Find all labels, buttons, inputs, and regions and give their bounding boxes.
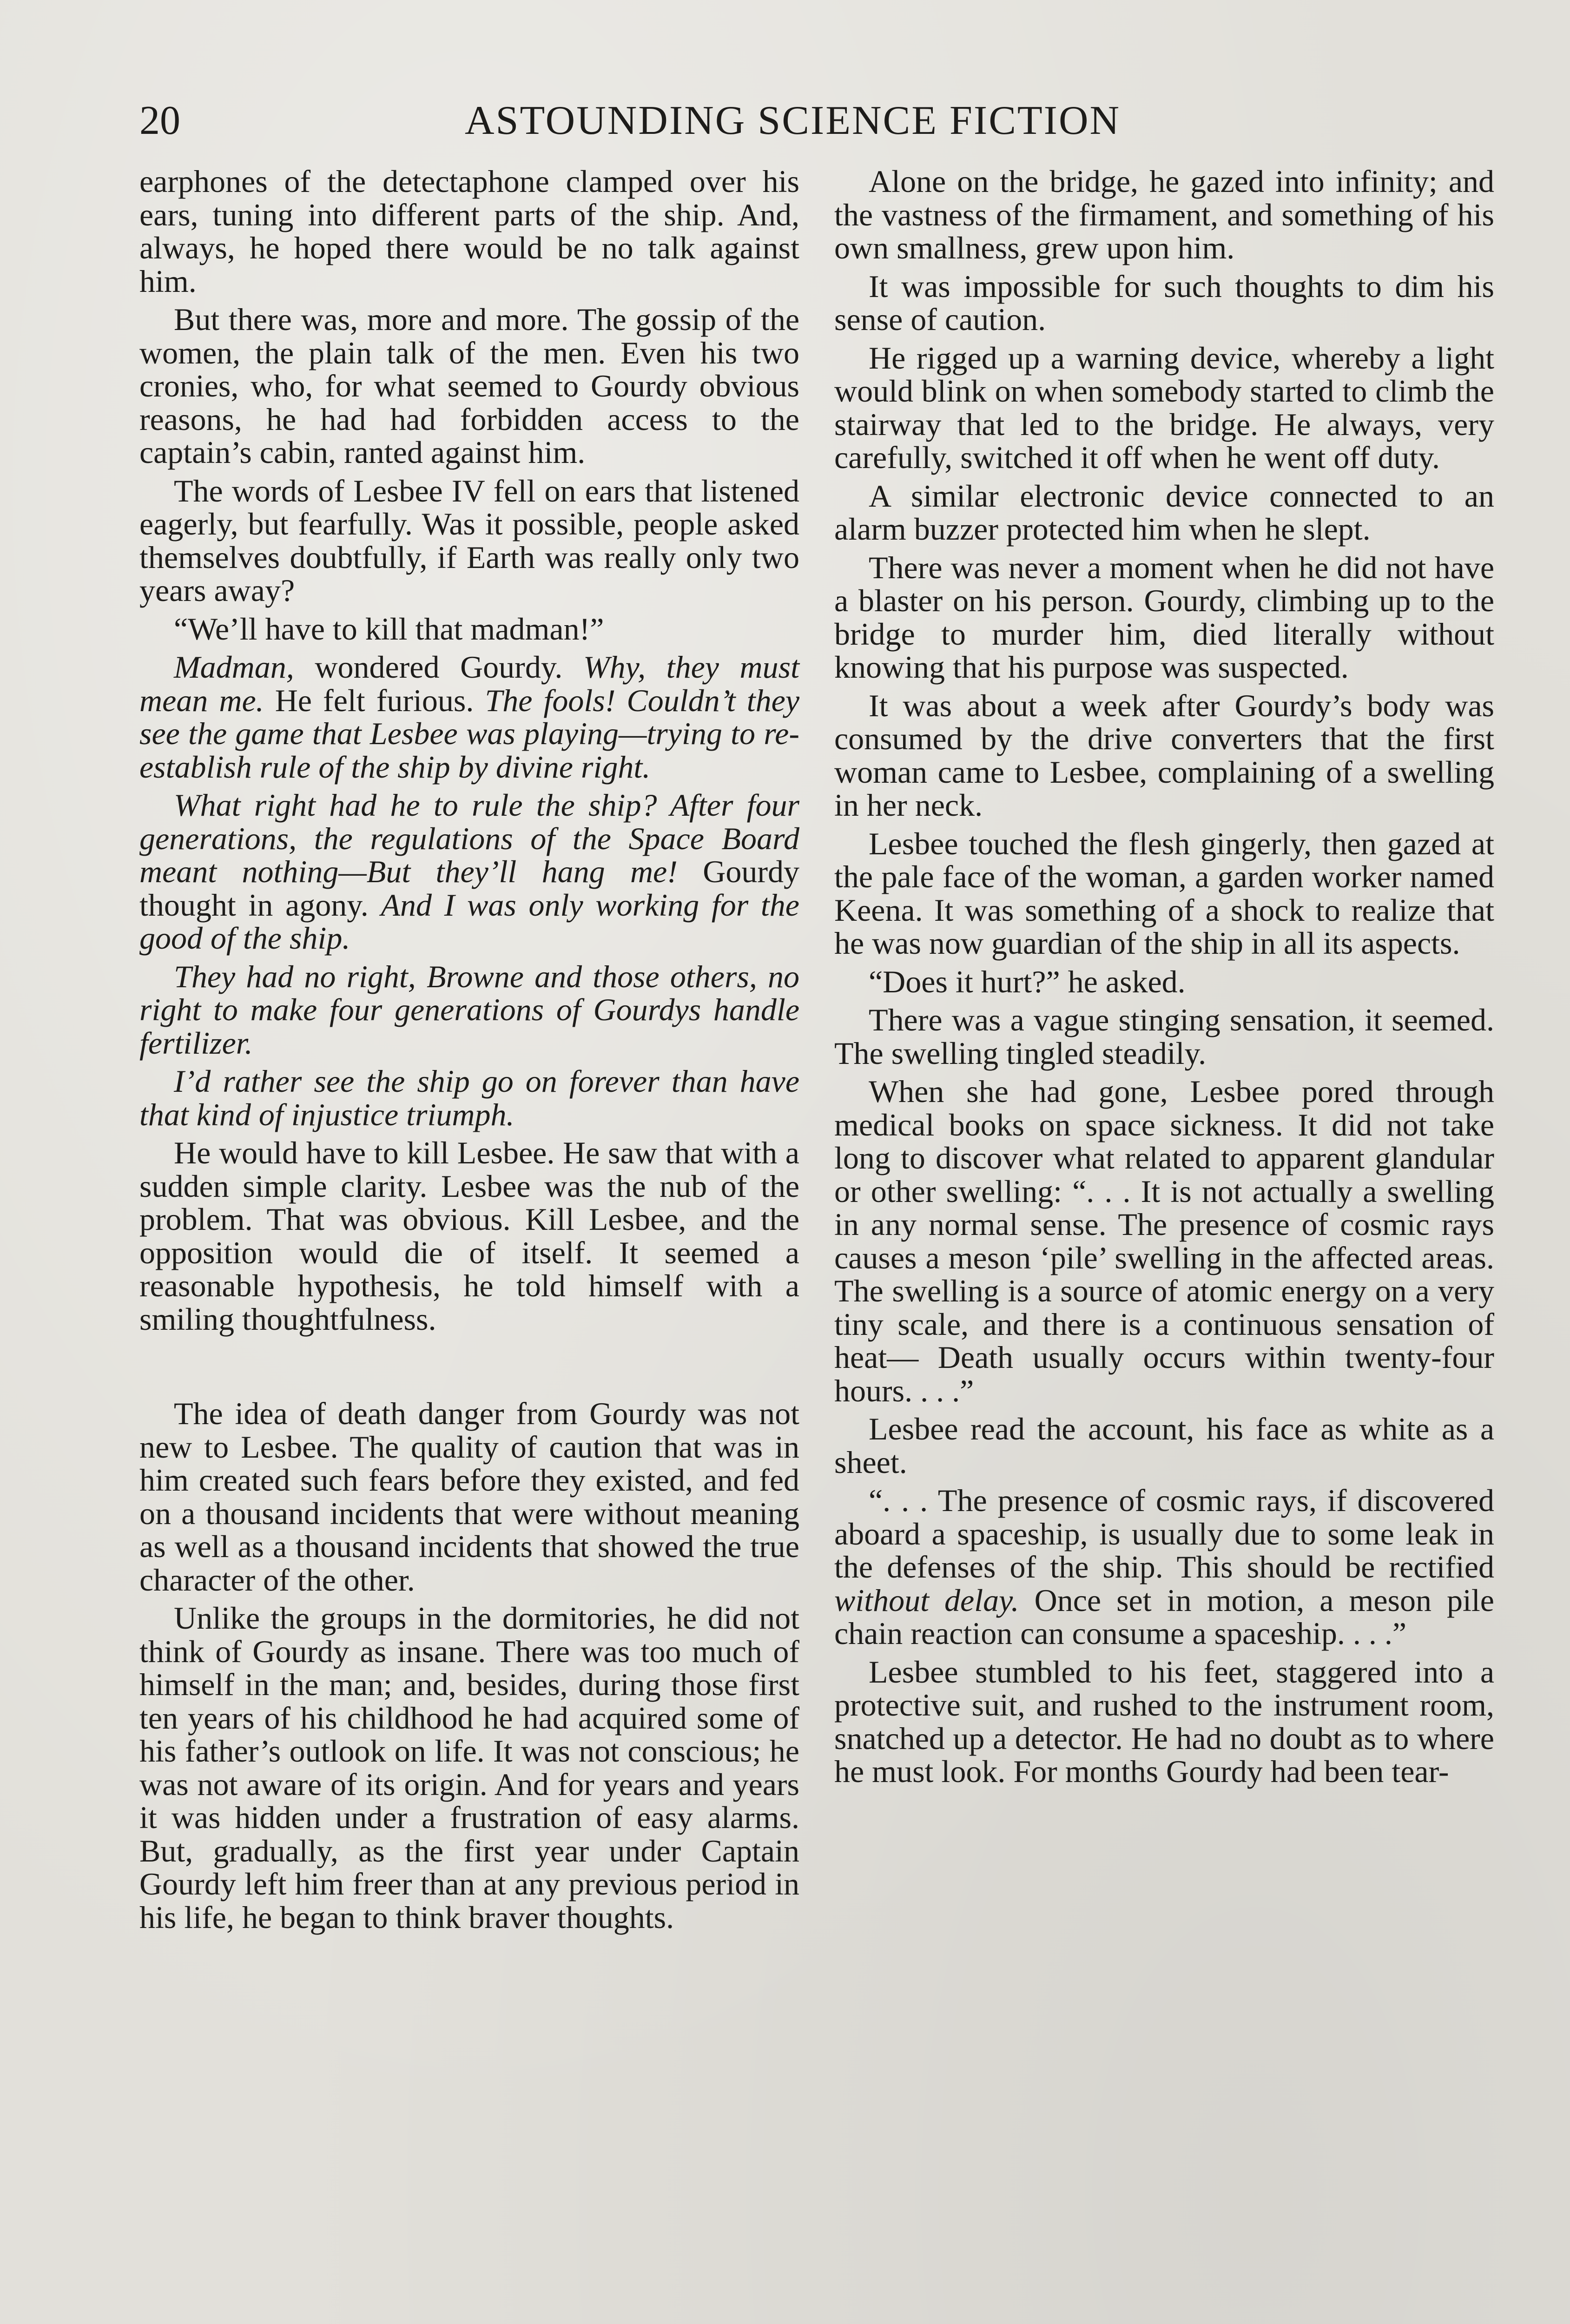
left-column — [139, 165, 799, 1939]
paragraph: Lesbee read the account, his face as white as a sheet. — [834, 1411, 1494, 1480]
paragraph: “Does it hurt?” he asked. — [869, 964, 1186, 999]
paragraph: Alone on the bridge, he gazed into infinity; and the vastness of the firmament, and something of his own smallness, grew upon him. — [834, 164, 1494, 265]
roman-text: Gourdy thought in agony. — [139, 854, 799, 923]
italic-text: What right had he to rule the ship? After four generations, the regulations of the Space Board meant nothing—But they’ll hang me! — [139, 787, 799, 889]
italic-text: And I was only working for the good of the ship. — [139, 887, 799, 956]
paragraph: Lesbee touched the flesh gingerly, then gazed at the pale face of the woman, a garden worker named Keena. It was something of a shock to realize that he was now guardian of the ship in all its aspects. — [834, 825, 1494, 961]
paragraph: “We’ll have to kill that madman!” — [174, 611, 604, 647]
italic-text: without delay. — [834, 1582, 1019, 1618]
roman-text: wondered Gourdy. — [294, 649, 584, 685]
paragraph: I’d rather see the ship go on forever than have that kind of injustice triumph. — [139, 1063, 799, 1132]
paragraph: It was impossible for such thoughts to dim his sense of caution. — [834, 268, 1494, 337]
paragraph: Lesbee stumbled to his feet, staggered into a protective suit, and rushed to the instrument room, snatched up a detector. He had no doubt as to where he must look. For months Gourdy had been tear- — [834, 1654, 1494, 1789]
paragraph: The words of Lesbee IV fell on ears that listened eagerly, but fearfully. Was it possible, people asked themselves doubtfully, if Earth was really only two years away? — [139, 473, 799, 608]
paragraph — [139, 651, 799, 784]
paragraph — [139, 789, 799, 955]
section-paragraph: The idea of death danger from Gourdy was not new to Lesbee. The quality of caution that was in him created such fears before they existed, and fed on a thousand incidents that were without meaning as well as a thousand incidents that showed the true character of the other. — [139, 1396, 799, 1598]
right-column — [834, 165, 1494, 1794]
paragraph: There was a vague stinging sensation, it seemed. The swelling tingled steadily. — [834, 1002, 1494, 1071]
paragraph: He rigged up a warning device, whereby a light would blink on when somebody started to climb the stairway that led to the bridge. He always, very carefully, switched it off when he went off duty. — [834, 340, 1494, 475]
paragraph: He would have to kill Lesbee. He saw that with a sudden simple clarity. Lesbee was the nub of the problem. That was obvious. Kill Lesbee, and the opposition would die of itself. It seemed a reasonable hypothesis, he told himself with a smiling thoughtfulness. — [139, 1135, 799, 1337]
paragraph: They had no right, Browne and those others, no right to make four generations of Gourdys handle fertilizer. — [139, 958, 799, 1061]
paragraph: There was never a moment when he did not have a blaster on his person. Gourdy, climbing up to the bridge to murder him, died literally without knowing that his purpose was suspected. — [834, 549, 1494, 685]
page-header — [139, 95, 1431, 146]
paragraph: earphones of the detectaphone clamped over his ears, tuning into different parts of the ship. And, always, he hoped there would be no talk against him. — [139, 164, 799, 299]
roman-text: He felt furious. — [264, 682, 485, 718]
roman-text: “. . . The presence of cosmic rays, if discovered aboard a spaceship, is usually due to some leak in the defenses of the ship. This should be rectified — [834, 1483, 1494, 1585]
paragraph: Unlike the groups in the dormitories, he did not think of Gourdy as insane. There was too much of himself in the man; and, besides, during those first ten years of his childhood he had acquired some of his father’s outlook on life. It was not conscious; he was not aware of its origin. And for years and years it was hidden under a frustration of easy alarms. But, gradually, as the first year under Captain Gourdy left him freer than at any previous period in his life, he began to think braver thoughts. — [139, 1600, 799, 1935]
italic-text: The fools! Couldn’t they see the game that Lesbee was playing—trying to re-establish rule of the ship by divine right. — [139, 682, 799, 785]
italic-text: Madman, — [174, 649, 294, 685]
paragraph: It was about a week after Gourdy’s body was consumed by the drive converters that the first woman came to Lesbee, complaining of a swelling in her neck. — [834, 687, 1494, 823]
paragraph: But there was, more and more. The gossip of the women, the plain talk of the men. Even his two cronies, who, for what seemed to Gourdy obvious reasons, he had had forbidden access to the captain’s cabin, ranted against him. — [139, 302, 799, 470]
paragraph: When she had gone, Lesbee pored through medical books on space sickness. It did not take long to discover what related to apparent glandular or other swelling: “. . . It is not actually a swelling in any normal sense. The presence of cosmic rays causes a meson ‘pile’ swelling in the affected areas. The swelling is a source of atomic energy on a very tiny scale, and there is a continuous sensation of heat— Death usually occurs within twenty-four hours. . . .” — [834, 1074, 1494, 1408]
roman-text: Once set in motion, a meson pile chain reaction can consume a spaceship. . . .” — [834, 1582, 1494, 1651]
running-title: ASTOUNDING SCIENCE FICTION — [465, 98, 1121, 143]
paragraph — [834, 1484, 1494, 1651]
paragraph: A similar electronic device connected to an alarm buzzer protected him when he slept. — [834, 478, 1494, 547]
page-number: 20 — [139, 98, 180, 143]
italic-text: Why, they must mean me. — [139, 649, 800, 718]
